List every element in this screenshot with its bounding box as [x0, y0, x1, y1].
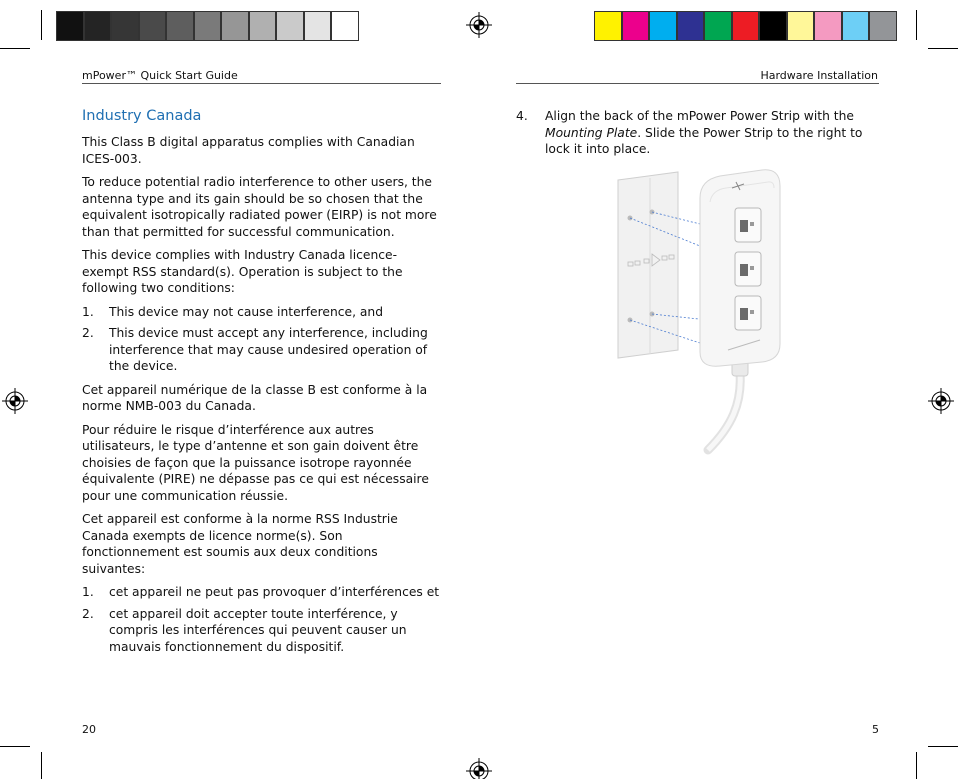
- step-text-part: . Slide the Power Strip to the right to lock it into place.: [545, 125, 863, 156]
- crop-mark: [41, 752, 42, 779]
- outlet-icon: [735, 208, 761, 242]
- paragraph: To reduce potential radio interference to other users, the antenna type and its gain should be so chosen that the equivalent isotropically radiated power (EIRP) is not more than that permitted for successful communication.: [82, 175, 437, 239]
- header-rule-right: [516, 83, 879, 84]
- crop-mark: [916, 752, 917, 779]
- crop-mark: [0, 48, 30, 49]
- color-swatch: [622, 11, 650, 41]
- registration-mark-icon: [2, 388, 28, 414]
- gray-swatch: [221, 11, 249, 41]
- gray-swatch: [139, 11, 167, 41]
- paragraph: Pour réduire le risque d’interférence aux autres utilisateurs, le type d’antenne et son gain doivent être choisies de façon que la puissance isotrope rayonnée équivalente (PIRE) ne dépasse pas ce qui est nécessaire pour une communication réussie.: [82, 422, 429, 503]
- gray-swatch: [331, 11, 359, 41]
- outlet-icon: [735, 252, 761, 286]
- crop-mark: [916, 10, 917, 40]
- mounting-plate-label: Mounting Plate: [545, 125, 638, 140]
- gray-swatch: [111, 11, 139, 41]
- list-item: [82, 325, 442, 375]
- header-rule-left: [82, 83, 441, 84]
- list-item-number: 1.: [82, 585, 94, 599]
- gray-swatch: [194, 11, 222, 41]
- list-item-text: This device may not cause interference, and: [109, 304, 384, 319]
- list-item: [82, 606, 442, 656]
- step-number: 4.: [516, 109, 528, 123]
- conditions-list-en: [82, 304, 442, 375]
- list-item-text: This device must accept any interference, including interference that may cause undesired operation of the device.: [109, 326, 428, 373]
- color-swatch: [814, 11, 842, 41]
- gray-swatch: [56, 11, 84, 41]
- paragraph: Cet appareil numérique de la classe B est conforme à la norme NMB-003 du Canada.: [82, 382, 428, 413]
- paragraph: This device complies with Industry Canada licence-exempt RSS standard(s). Operation is subject to the following two conditions:: [82, 248, 403, 295]
- list-item-text: cet appareil doit accepter toute interférence, y compris les interférences qui peuvent causer un mauvais fonctionnement du dispositif.: [109, 606, 407, 654]
- paragraph: Cet appareil est conforme à la norme RSS Industrie Canada exempts de licence norme(s). Son fonctionnement est soumis aux deux conditions suivantes:: [82, 512, 398, 576]
- grayscale-calibration-bar: [56, 11, 359, 41]
- conditions-list-fr: [82, 584, 442, 655]
- color-swatch: [842, 11, 870, 41]
- list-item: [82, 584, 442, 601]
- paragraph: This Class B digital apparatus complies with Canadian ICES-003.: [82, 135, 415, 166]
- step-text: [545, 108, 866, 158]
- installation-step: [516, 108, 866, 158]
- gray-swatch: [84, 11, 112, 41]
- list-item-text: cet appareil ne peut pas provoquer d’interférences et: [109, 585, 440, 599]
- list-item-number: 1.: [82, 304, 94, 319]
- list-item-number: 2.: [82, 606, 94, 621]
- gray-swatch: [276, 11, 304, 41]
- registration-mark-icon: [466, 758, 492, 779]
- running-header-right: Hardware Installation: [760, 69, 878, 82]
- page-number-right: 5: [872, 723, 879, 736]
- color-swatch: [869, 11, 897, 41]
- color-swatch: [732, 11, 760, 41]
- outlet-icon: [735, 296, 761, 330]
- color-swatch: [787, 11, 815, 41]
- step-text-part: Align the back of the mPower Power Strip with the: [545, 109, 854, 123]
- gray-swatch: [249, 11, 277, 41]
- gray-swatch: [304, 11, 332, 41]
- color-swatch: [594, 11, 622, 41]
- crop-mark: [41, 10, 42, 40]
- color-calibration-bar: [594, 11, 897, 41]
- crop-mark: [928, 746, 958, 747]
- color-swatch: [649, 11, 677, 41]
- mounting-plate: [618, 172, 678, 358]
- list-item-number: 2.: [82, 326, 94, 340]
- color-swatch: [677, 11, 705, 41]
- list-item: [82, 304, 442, 321]
- page-number-left: 20: [82, 723, 96, 736]
- registration-mark-icon: [466, 12, 492, 38]
- mpower-mounting-illustration: [600, 168, 800, 458]
- registration-mark-icon: [928, 388, 954, 414]
- gray-swatch: [166, 11, 194, 41]
- crop-mark: [0, 746, 30, 747]
- color-swatch: [759, 11, 787, 41]
- section-heading: Industry Canada: [82, 108, 202, 124]
- color-swatch: [704, 11, 732, 41]
- running-header-left: mPower™ Quick Start Guide: [82, 69, 238, 82]
- crop-mark: [928, 48, 958, 49]
- left-page-body: [82, 108, 442, 662]
